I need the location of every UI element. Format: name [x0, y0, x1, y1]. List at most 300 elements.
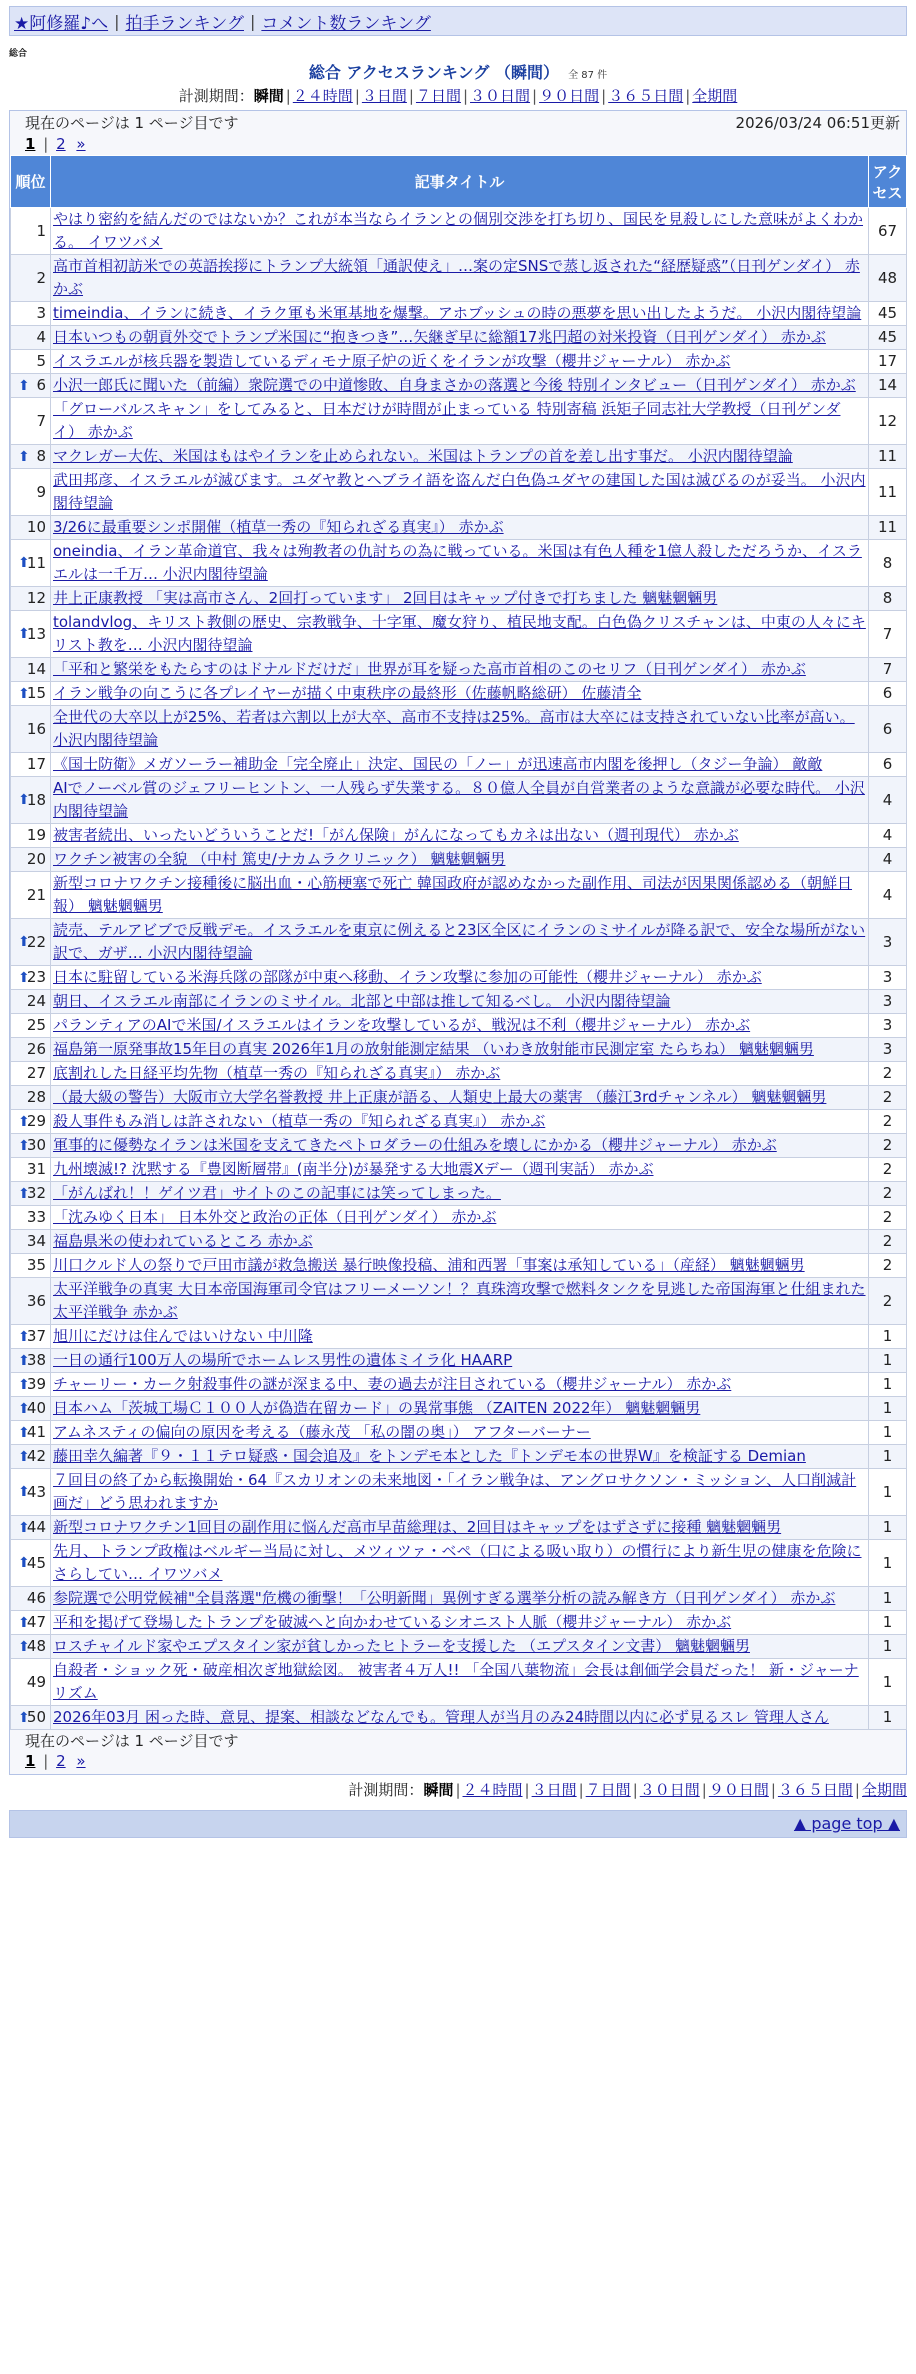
table-row [11, 302, 907, 326]
rank-cell [11, 990, 51, 1014]
access-count: 2 [869, 1254, 907, 1278]
table-row [11, 658, 907, 682]
rank-cell [11, 706, 51, 753]
rank-cell [11, 255, 51, 302]
rank-number: 8 [36, 447, 46, 465]
rank-number: 41 [26, 1423, 46, 1441]
rank-up-arrow-icon: ⬆ [18, 1614, 30, 1631]
rank-cell [11, 1540, 51, 1587]
title-cell [51, 1325, 869, 1349]
article-title-link[interactable]: timeindia、イランに続き、イラク軍も米軍基地を爆撃。アホブッシュの時の悪夢を思い出したようだ。 小沢内閣待望論 [53, 304, 862, 322]
rank-number: 44 [26, 1518, 46, 1536]
rank-number: 17 [26, 755, 46, 773]
access-count: 8 [869, 587, 907, 611]
article-title-link[interactable]: tolandvlog、キリスト教側の歴史、宗教戦争、十字軍、魔女狩り、植民地支配。白色偽クリスチャンは、中東の人々にキリスト教を… 小沢内閣待望論 [53, 613, 866, 654]
rank-number: 35 [26, 1256, 46, 1274]
period-link[interactable]: ７日間 [585, 1781, 631, 1799]
table-row [11, 1254, 907, 1278]
rank-cell [11, 1706, 51, 1730]
rank-cell [11, 445, 51, 469]
rank-cell [11, 1086, 51, 1110]
article-title-link[interactable]: 朝日、イスラエル南部にイランのミサイル。北部と中部は推して知るべし。 小沢内閣待望論 [53, 992, 671, 1010]
article-title-link[interactable]: 先月、トランプ政権はベルギー当局に対し、メツィツァ・ベペ（口による吸い取り）の慣行により新生児の健康を危険にさらしてい… イワツバメ [53, 1542, 862, 1583]
period-label: 計測期間： [178, 87, 254, 105]
rank-number: 20 [26, 850, 46, 868]
rank-cell [11, 1182, 51, 1206]
rank-cell [11, 516, 51, 540]
period-separator: | [578, 1781, 584, 1799]
article-title-link[interactable]: 福島県米の使われているところ 赤かぶ [53, 1232, 313, 1250]
page-info-text: 現在のページは 1 ページ目です [25, 114, 239, 132]
access-count: 3 [869, 990, 907, 1014]
access-count: 1 [869, 1445, 907, 1469]
rank-up-arrow-icon: ⬆ [18, 1328, 30, 1345]
table-row [11, 848, 907, 872]
access-count: 4 [869, 777, 907, 824]
nav-separator: | [114, 11, 120, 31]
rank-up-arrow-icon: ⬆ [18, 1400, 30, 1417]
article-title-link[interactable]: 日本に駐留している米海兵隊の部隊が中東へ移動、イラン攻撃に参加の可能性（櫻井ジャーナル） 赤かぶ [53, 968, 762, 986]
rank-cell [11, 1134, 51, 1158]
rank-number: 19 [26, 826, 46, 844]
rank-number: 30 [26, 1136, 46, 1154]
rank-up-arrow-icon: ⬆ [18, 792, 30, 808]
article-title-link[interactable]: 日本ハム「茨城工場Ｃ１００人が偽造在留カード」の異常事態 （ZAITEN 2022年） 魑魅魍魎男 [53, 1399, 701, 1417]
rank-cell [11, 966, 51, 990]
rank-number: 32 [26, 1184, 46, 1202]
rank-up-arrow-icon: ⬆ [18, 969, 30, 986]
table-row [11, 1587, 907, 1611]
rank-up-arrow-icon: ⬆ [18, 1376, 30, 1393]
table-row [11, 919, 907, 966]
table-row [11, 872, 907, 919]
article-title-link[interactable]: 福島第一原発事故15年目の真実 2026年1月の放射能測定結果 （いわき放射能市民測定室 たらちね） 魑魅魍魎男 [53, 1040, 814, 1058]
rank-cell [11, 848, 51, 872]
rank-up-arrow-icon: ⬆ [18, 1484, 30, 1500]
article-title-link[interactable]: イラン戦争の向こうに各プレイヤーが描く中東秩序の最終形（佐藤帆略総研） 佐藤清全 [53, 684, 642, 702]
article-title-link[interactable]: （最大級の警告）大阪市立大学名誉教授 井上正康が語る、人類史上最大の薬害 （藤江3rdチャンネル） 魑魅魍魎男 [53, 1088, 827, 1106]
table-row [11, 1397, 907, 1421]
rank-number: 40 [26, 1399, 46, 1417]
title-cell [51, 1611, 869, 1635]
article-title-link[interactable]: 九州壊滅!? 沈黙する『豊図断層帯』(南半分)が暴発する大地震Xデー（週刊実話） 赤かぶ [53, 1160, 654, 1178]
rank-cell [11, 587, 51, 611]
rank-up-arrow-icon: ⬆ [18, 555, 30, 571]
article-title-link[interactable]: 自殺者・ショック死・破産相次ぎ地獄絵図。 被害者４万人!! 「全国八葉物流」会長は創価学会員だった！ 新・ジャーナリズム [53, 1661, 859, 1702]
period-link[interactable]: 全期間 [861, 1781, 907, 1799]
article-title-link[interactable]: 高市首相初訪米での英語挨拶にトランプ大統領「通訳使え」…案の定SNSで蒸し返された“経歴疑惑”（日刊ゲンダイ） 赤かぶ [53, 257, 860, 298]
article-title-link[interactable]: 「グローバルスキャン」をしてみると、日本だけが時間が止まっている 特別寄稿 浜矩子同志社大学教授（日刊ゲンダイ） 赤かぶ [53, 400, 841, 441]
article-title-link[interactable]: 太平洋戦争の真実 大日本帝国海軍司令官はフリーメーソン！？真珠湾攻撃で燃料タンクを見逃した帝国海軍と仕組まれた太平洋戦争 赤かぶ [53, 1280, 866, 1321]
access-count: 14 [869, 374, 907, 398]
rank-number: 13 [26, 624, 46, 643]
access-count: 4 [869, 848, 907, 872]
access-count: 7 [869, 611, 907, 658]
rank-cell [11, 753, 51, 777]
rank-number: 14 [26, 660, 46, 678]
title-cell [51, 1230, 869, 1254]
title-cell [51, 706, 869, 753]
rank-up-arrow-icon: ⬆ [18, 1424, 30, 1441]
ranking-table-body [11, 208, 907, 1730]
title-cell [51, 1635, 869, 1659]
table-row [11, 966, 907, 990]
rank-number: 21 [26, 885, 46, 904]
access-count: 48 [869, 255, 907, 302]
table-row [11, 445, 907, 469]
pager-page-2-link[interactable]: 2 [56, 1752, 66, 1770]
article-title-link[interactable]: 3/26に最重要シンポ開催（植草一秀の『知られざる真実』） 赤かぶ [53, 518, 504, 536]
table-row [11, 1659, 907, 1706]
rank-cell [11, 469, 51, 516]
access-count: 2 [869, 1230, 907, 1254]
pager-current-page: 1 [25, 135, 36, 153]
article-title-link[interactable]: 旭川にだけは住んではいけない 中川隆 [53, 1327, 313, 1345]
rank-cell [11, 302, 51, 326]
period-link[interactable]: ３６５日間 [608, 87, 684, 105]
article-title-link[interactable]: 新型コロナワクチン1回目の副作用に悩んだ高市早苗総理は、2回目はキャップをはずさずに接種 魑魅魍魎男 [53, 1518, 782, 1536]
title-cell [51, 1349, 869, 1373]
pager-top [10, 135, 906, 155]
title-cell [51, 1134, 869, 1158]
period-link[interactable]: ２４時間 [292, 87, 353, 105]
period-current: 瞬間 [253, 87, 284, 105]
rank-number: 5 [36, 352, 46, 370]
access-count: 67 [869, 208, 907, 255]
rank-cell [11, 350, 51, 374]
rank-number: 39 [26, 1375, 46, 1393]
rank-number: 31 [26, 1160, 46, 1178]
article-title-link[interactable]: やはり密約を結んだのではないか？これが本当ならイランとの個別交渉を打ち切り、国民を見殺しにした意味がよくわかる。 イワツバメ [53, 210, 864, 251]
rank-cell [11, 1206, 51, 1230]
access-count: 2 [869, 1278, 907, 1325]
article-title-link[interactable]: 読売、テルアビブで反戦デモ。イスラエルを東京に例えると23区全区にイランのミサイルが降る訳で、安全な場所がない訳で、ガザ… 小沢内閣待望論 [53, 921, 866, 962]
table-row [11, 350, 907, 374]
article-title-link[interactable]: 井上正康教授 「実は高市さん、2回打っています」 2回目はキャップ付きで打ちました 魑魅魍魎男 [53, 589, 718, 607]
period-separator: | [532, 87, 538, 105]
access-count: 45 [869, 302, 907, 326]
article-title-link[interactable]: 軍事的に優勢なイランは米国を支えてきたペトロダラーの仕組みを壊しにかかる（櫻井ジャーナル） 赤かぶ [53, 1136, 777, 1154]
access-count: 1 [869, 1349, 907, 1373]
article-title-link[interactable]: 被害者続出、いったいどういうことだ!「がん保険」がんになってもカネは出ない（週刊現代） 赤かぶ [53, 826, 739, 844]
title-cell [51, 919, 869, 966]
column-header-rank: 順位 [11, 156, 51, 208]
title-cell [51, 516, 869, 540]
rank-number: 48 [26, 1637, 46, 1655]
article-title-link[interactable]: 「沈みゆく日本」 日本外交と政治の正体（日刊ゲンダイ） 赤かぶ [53, 1208, 497, 1226]
article-title-link[interactable]: 参院選で公明党候補"全員落選"危機の衝撃！「公明新聞」異例すぎる選挙分析の読み解き方（日刊ゲンダイ） 赤かぶ [53, 1589, 836, 1607]
page-info-bar-bottom [10, 1730, 906, 1752]
access-count: 11 [869, 516, 907, 540]
title-cell [51, 753, 869, 777]
period-separator: | [685, 87, 691, 105]
rank-number: 15 [26, 684, 46, 702]
article-title-link[interactable]: 川口クルド人の祭りで戸田市議が救急搬送 暴行映像投稿、浦和西署「事案は承知している」（産経） 魑魅魍魎男 [53, 1256, 805, 1274]
article-title-link[interactable]: 藤田幸久編著『９・１１テロ疑惑・国会追及』をトンデモ本とした『トンデモ本の世界W』を検証する Demian [53, 1447, 806, 1465]
access-count: 1 [869, 1540, 907, 1587]
rank-number: 11 [26, 553, 46, 572]
table-row [11, 1445, 907, 1469]
title-cell [51, 777, 869, 824]
rank-number: 33 [26, 1208, 46, 1226]
table-row [11, 1516, 907, 1540]
title-cell [51, 326, 869, 350]
top-nav [9, 6, 907, 36]
table-row [11, 1230, 907, 1254]
rank-number: 36 [26, 1291, 46, 1310]
table-row [11, 824, 907, 848]
table-row [11, 516, 907, 540]
article-title-link[interactable]: oneindia、イラン革命道官、我々は殉教者の仇討ちの為に戦っている。米国は有色人種を1億人殺しただろうか、イスラエルは一千万… 小沢内閣待望論 [53, 542, 862, 583]
rank-number: 50 [26, 1708, 46, 1726]
rank-up-arrow-icon: ⬆ [18, 1352, 30, 1369]
site-tag: 総合 [9, 49, 28, 59]
table-row [11, 706, 907, 753]
rank-cell [11, 398, 51, 445]
article-title-link[interactable]: チャーリー・カーク射殺事件の謎が深まる中、妻の過去が注目されている（櫻井ジャーナル） 赤かぶ [53, 1375, 732, 1393]
rank-cell [11, 1659, 51, 1706]
rank-up-arrow-icon: ⬆ [18, 1185, 30, 1202]
rank-up-arrow-icon: ⬆ [18, 1113, 30, 1130]
rank-number: 2 [36, 268, 46, 287]
page-info-bar-top [10, 111, 906, 135]
period-separator: | [462, 87, 469, 105]
rank-cell [11, 1062, 51, 1086]
page-top-link[interactable]: ▲ page top ▲ [793, 1814, 900, 1833]
title-cell [51, 824, 869, 848]
access-count: 2 [869, 1158, 907, 1182]
period-link[interactable]: ７日間 [415, 87, 461, 105]
access-count: 17 [869, 350, 907, 374]
table-row [11, 1110, 907, 1134]
access-count: 3 [869, 1014, 907, 1038]
access-count: 1 [869, 1706, 907, 1730]
article-title-link[interactable]: 新型コロナワクチン接種後に脳出血・心筋梗塞で死亡 韓国政府が認めなかった副作用、司法が因果関係認める（朝鮮日報） 魑魅魍魎男 [53, 874, 853, 915]
rank-number: 37 [26, 1327, 46, 1345]
access-count: 1 [869, 1659, 907, 1706]
period-link[interactable]: ３６５日間 [777, 1781, 853, 1799]
period-separator: | [770, 1781, 776, 1799]
table-row [11, 1349, 907, 1373]
table-row [11, 587, 907, 611]
table-row [11, 682, 907, 706]
title-cell [51, 682, 869, 706]
table-row [11, 1206, 907, 1230]
bottom-bar [9, 1810, 907, 1838]
rank-cell [11, 1325, 51, 1349]
title-cell [51, 1206, 869, 1230]
title-cell [51, 1397, 869, 1421]
title-cell [51, 587, 869, 611]
pager-bottom [10, 1752, 906, 1774]
pager-page-2-link[interactable]: 2 [56, 135, 66, 153]
article-title-link[interactable]: 2026年03月 困った時、意見、提案、相談などなんでも。管理人が当月のみ24時間以内に必ず見るスレ 管理人さん [53, 1708, 829, 1726]
rank-number: 23 [26, 968, 46, 986]
period-link[interactable]: ３日間 [361, 87, 407, 105]
article-title-link[interactable]: 平和を掲げて登場したトランプを破滅へと向かわせているシオニスト人脈（櫻井ジャーナル） 赤かぶ [53, 1613, 732, 1631]
access-count: 12 [869, 398, 907, 445]
access-count: 1 [869, 1587, 907, 1611]
article-title-link[interactable]: 底割れした日経平均先物（植草一秀の『知られざる真実』） 赤かぶ [53, 1064, 501, 1082]
rank-cell [11, 1014, 51, 1038]
title-cell [51, 1182, 869, 1206]
title-cell [51, 1445, 869, 1469]
table-row [11, 1540, 907, 1587]
article-title-link[interactable]: 《国士防衛》メガソーラー補助金「完全廃止」決定、国民の「ノー」が迅速高市内閣を後押し（タジー争論） 敵敵 [53, 755, 823, 773]
period-separator: | [285, 87, 291, 105]
period-link[interactable]: 全期間 [692, 87, 738, 105]
article-title-link[interactable]: パランティアのAIで米国/イスラエルはイランを攻撃しているが、戦況は不利（櫻井ジャーナル） 赤かぶ [53, 1016, 751, 1034]
pager-separator: | [43, 1752, 49, 1770]
page-info-text: 現在のページは 1 ページ目です [25, 1732, 239, 1750]
period-separator: | [601, 87, 607, 105]
pager-separator: | [43, 135, 49, 153]
rank-up-arrow-icon: ⬆ [18, 1709, 30, 1726]
access-count: 3 [869, 966, 907, 990]
title-cell [51, 1540, 869, 1587]
rank-cell [11, 540, 51, 587]
rank-cell [11, 777, 51, 824]
nav-link-ashura[interactable]: ★阿修羅♪へ [14, 13, 109, 34]
rank-number: 10 [26, 518, 46, 536]
title-cell [51, 374, 869, 398]
updated-timestamp: 2026/03/24 06:51更新 [735, 114, 900, 132]
column-header-access: アクセス [869, 156, 907, 208]
rank-up-arrow-icon: ⬆ [18, 377, 30, 394]
rank-number: 6 [36, 376, 46, 394]
pager-next-link[interactable]: » [76, 1752, 86, 1770]
access-count: 45 [869, 326, 907, 350]
rank-cell [11, 1611, 51, 1635]
page-title: 総合 アクセスランキング （瞬間） [308, 63, 559, 82]
rank-number: 9 [36, 482, 46, 501]
rank-cell [11, 1516, 51, 1540]
access-count: 2 [869, 1110, 907, 1134]
period-link[interactable]: ３０日間 [470, 87, 531, 105]
period-link[interactable]: ３０日間 [639, 1781, 700, 1799]
rank-up-arrow-icon: ⬆ [18, 1555, 30, 1571]
period-link[interactable]: ３日間 [531, 1781, 577, 1799]
table-row [11, 1134, 907, 1158]
article-title-link[interactable]: 「がんばれ！！ゲイツ君」サイトのこの記事には笑ってしまった。 [53, 1184, 501, 1202]
rank-cell [11, 208, 51, 255]
rank-number: 47 [26, 1613, 46, 1631]
article-title-link[interactable]: AIでノーベル賞のジェフリーヒントン、一人残らず失業する。８０億人全員が自営業者のような意識が必要な時代。 小沢内閣待望論 [53, 779, 865, 820]
pager-current-page: 1 [25, 1752, 36, 1770]
rank-number: 1 [36, 221, 46, 240]
rank-number: 4 [36, 328, 46, 346]
title-cell [51, 208, 869, 255]
article-title-link[interactable]: マクレガー大佐、米国はもはやイランを止められない。米国はトランプの首を差し出す事だ。 小沢内閣待望論 [53, 447, 793, 465]
title-cell [51, 469, 869, 516]
rank-number: 24 [26, 992, 46, 1010]
title-cell [51, 1110, 869, 1134]
article-title-link[interactable]: ロスチャイルド家やエプスタイン家が貧しかったヒトラーを支援した （エプスタイン文書） 魑魅魍魎男 [53, 1637, 750, 1655]
period-separator: | [854, 1781, 860, 1799]
access-count: 1 [869, 1516, 907, 1540]
period-selector-bottom [0, 1777, 916, 1803]
access-count: 2 [869, 1062, 907, 1086]
table-row [11, 777, 907, 824]
period-separator: | [524, 1781, 530, 1799]
access-count: 6 [869, 706, 907, 753]
rank-number: 27 [26, 1064, 46, 1082]
title-cell [51, 1659, 869, 1706]
article-title-link[interactable]: イスラエルが核兵器を製造しているディモナ原子炉の近くをイランが攻撃（櫻井ジャーナル） 赤かぶ [53, 352, 731, 370]
period-link[interactable]: ９０日間 [539, 87, 600, 105]
rank-number: 3 [36, 304, 46, 322]
title-cell [51, 1158, 869, 1182]
table-row [11, 1635, 907, 1659]
article-title-link[interactable]: 小沢一郎氏に聞いた（前編）衆院選での中道惨敗、自身まさかの落選と今後 特別インタビュー（日刊ゲンダイ） 赤かぶ [53, 376, 856, 394]
nav-link-applause-ranking[interactable]: 拍手ランキング [125, 13, 244, 34]
title-cell [51, 1516, 869, 1540]
table-row [11, 1706, 907, 1730]
rank-cell [11, 1469, 51, 1516]
item-count: 全 87 件 [568, 70, 608, 81]
title-cell [51, 1062, 869, 1086]
rank-up-arrow-icon: ⬆ [18, 1519, 30, 1536]
title-cell [51, 1373, 869, 1397]
rank-number: 38 [26, 1351, 46, 1369]
rank-number: 18 [26, 790, 46, 809]
article-title-link[interactable]: 殺人事件もみ消しは許されない（植草一秀の『知られざる真実』） 赤かぶ [53, 1112, 546, 1130]
rank-number: 42 [26, 1447, 46, 1465]
nav-link-comment-ranking[interactable]: コメント数ランキング [261, 13, 431, 34]
table-row [11, 255, 907, 302]
table-row [11, 326, 907, 350]
ranking-table [10, 155, 907, 1730]
rank-cell [11, 611, 51, 658]
rank-cell [11, 1158, 51, 1182]
spacer [0, 1803, 916, 1809]
article-title-link[interactable]: ワクチン被害の全貌 （中村 篤史/ナカムラクリニック） 魑魅魍魎男 [53, 850, 506, 868]
article-title-link[interactable]: 全世代の大卒以上が25%、若者は六割以上が大卒、高市不支持は25%。高市は大卒には支持されていない比率が高い。 小沢内閣待望論 [53, 708, 855, 749]
title-cell [51, 1469, 869, 1516]
title-cell [51, 990, 869, 1014]
rank-number: 25 [26, 1016, 46, 1034]
access-count: 1 [869, 1469, 907, 1516]
pager-next-link[interactable]: » [76, 135, 86, 153]
title-cell [51, 398, 869, 445]
article-title-link[interactable]: アムネスティの偏向の原因を考える（藤永茂 「私の闇の奥」） アフターバーナー [53, 1423, 591, 1441]
article-title-link[interactable]: 武田邦彦、イスラエルが滅びます。ユダヤ教とヘブライ語を盗んだ白色偽ユダヤの建国した国は滅びるのが妥当。 小沢内閣待望論 [53, 471, 866, 512]
article-title-link[interactable]: 日本いつもの朝貢外交でトランプ米国に“抱きつき”…矢継ぎ早に総額17兆円超の対米投資（日刊ゲンダイ） 赤かぶ [53, 328, 826, 346]
access-count: 6 [869, 753, 907, 777]
period-link[interactable]: ２４時間 [462, 1781, 523, 1799]
rank-number: 7 [36, 411, 46, 430]
rank-cell [11, 1038, 51, 1062]
rank-number: 29 [26, 1112, 46, 1130]
title-cell [51, 966, 869, 990]
table-row [11, 1182, 907, 1206]
access-count: 1 [869, 1421, 907, 1445]
rank-cell [11, 326, 51, 350]
period-link[interactable]: ９０日間 [708, 1781, 769, 1799]
table-row [11, 1469, 907, 1516]
access-count: 4 [869, 872, 907, 919]
period-label: 計測期間： [348, 1781, 424, 1799]
rank-cell [11, 919, 51, 966]
rank-up-arrow-icon: ⬆ [18, 1448, 30, 1465]
table-row [11, 540, 907, 587]
article-title-link[interactable]: 一日の通行100万人の場所でホームレス男性の遺体ミイラ化 HAARP [53, 1351, 513, 1369]
rank-number: 28 [26, 1088, 46, 1106]
table-row [11, 611, 907, 658]
access-count: 2 [869, 1086, 907, 1110]
article-title-link[interactable]: ７回目の終了から転換開始・64『スカリオンの未来地図・「イラン戦争は、アングロサクソン・ミッション、人口削減計画だ」どう思われますか [53, 1471, 857, 1512]
article-title-link[interactable]: 「平和と繁栄をもたらすのはドナルドだけだ」世界が耳を疑った高市首相のこのセリフ（日刊ゲンダイ） 赤かぶ [53, 660, 806, 678]
